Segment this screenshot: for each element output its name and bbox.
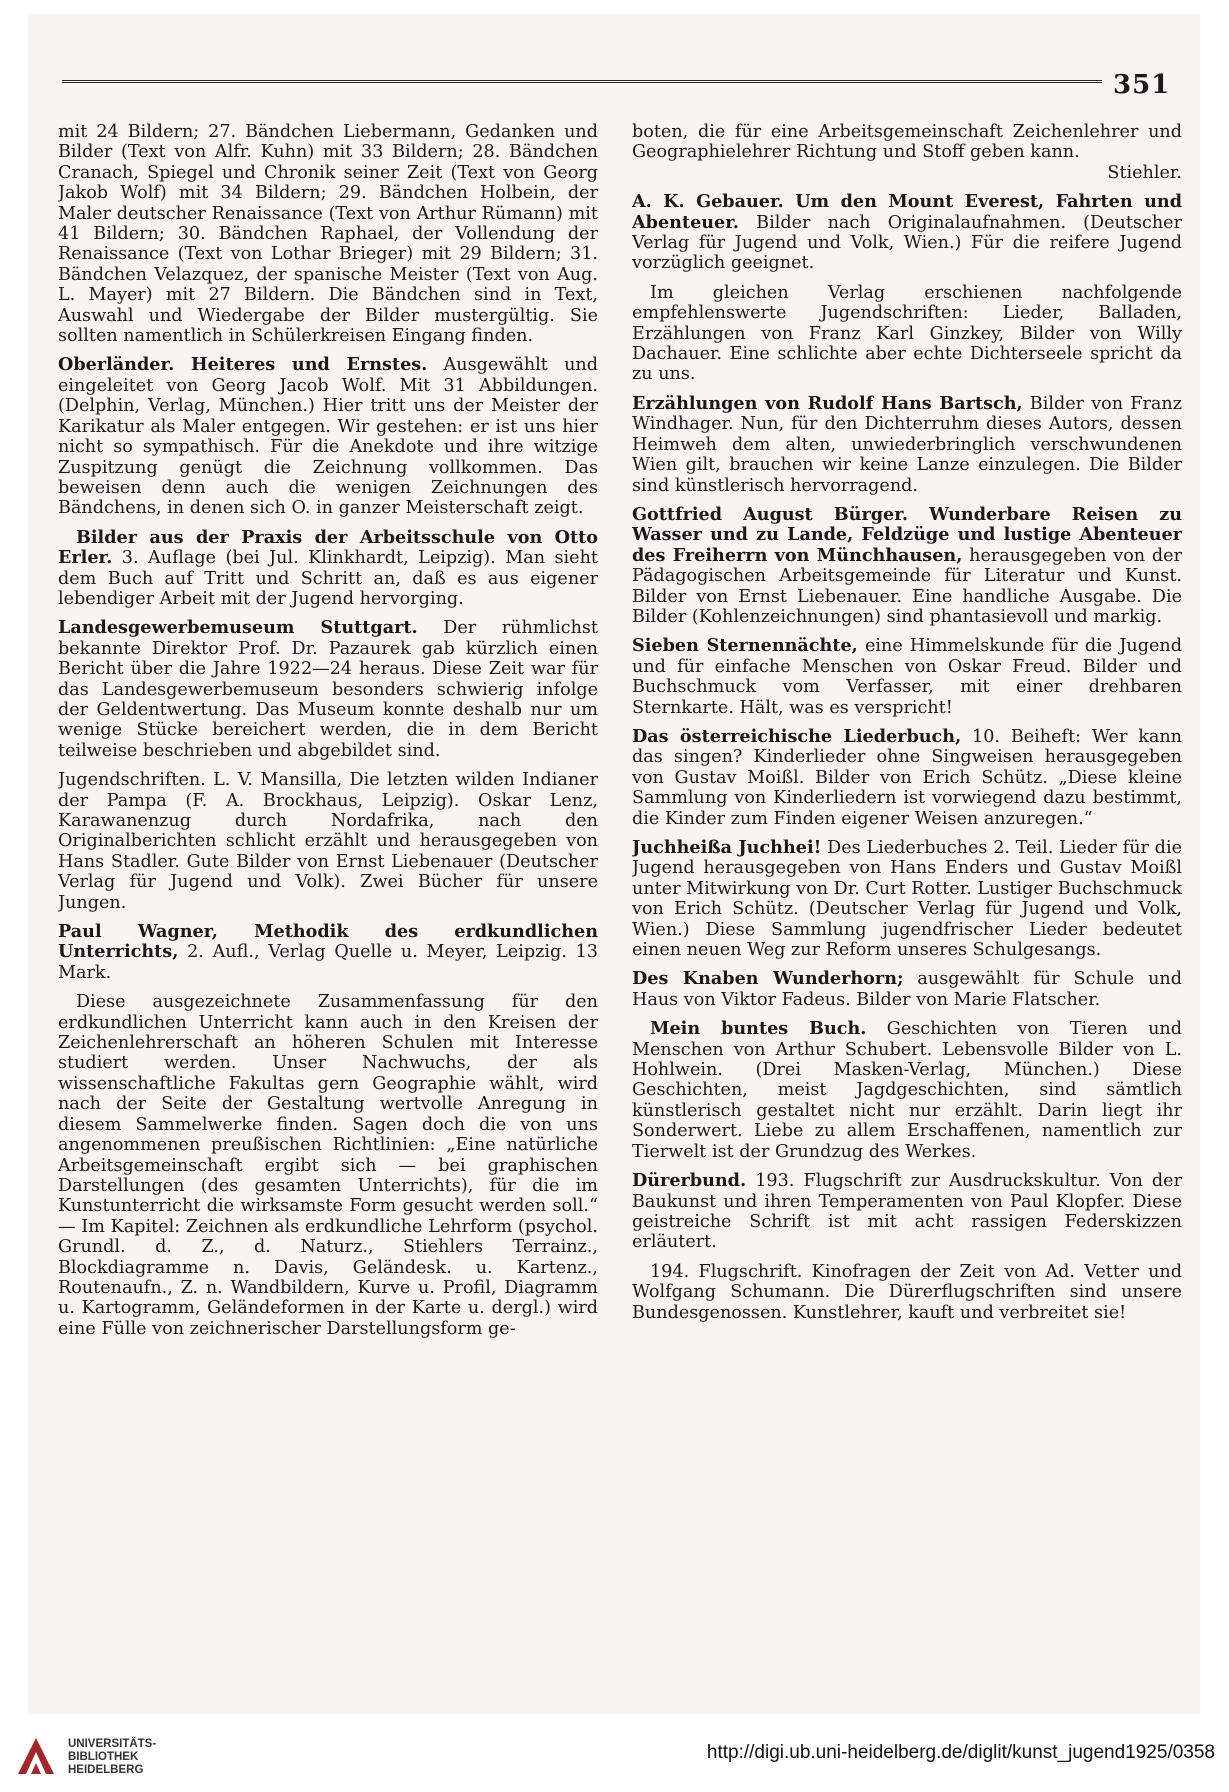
- entry-text: Des Liederbuches 2. Teil. Lieder für die Jugend herausgegeben von Hans Enders und Gustav Moißl unter Mitwirkung von Dr. Curt Rotter. Lustiger Buchschmuck von Erich Schütz. (Deutscher Verlag für Jugend und Volk, Wien.) Diese Sammlung jugendfrischer Lieder bedeutet einen neuen Weg zur Reform unseres Schulgesangs.: [632, 838, 1182, 961]
- entry-text: ausgewählt für Schule und Haus von Viktor Fadeus. Bilder von Marie Flatscher.: [632, 969, 1182, 1010]
- entry-title: Gottfried August Bürger. Wunderbare Reisen zu Wasser und zu Lande, Feldzüge und lustige Abenteuer des Freiherrn von Münchhausen,: [632, 503, 1182, 566]
- review-entry: [632, 394, 1182, 496]
- reviewer-signature: Stiehler.: [1107, 162, 1182, 183]
- library-logo-icon: [14, 1734, 58, 1778]
- review-entry: [632, 969, 1182, 1010]
- text-paragraph: [632, 283, 1182, 385]
- library-logo-text: [68, 1738, 208, 1777]
- text-paragraph: [632, 1262, 1182, 1323]
- entry-text: Ausgewählt und eingeleitet von Georg Jacob Wolf. Mit 31 Abbildungen. (Delphin, Verlag, München.) Hier tritt uns der Meister der Karikatur als Maler entgegen. Wir gestehen: er ist uns hier nicht so sympathisch. Für die Anekdote und ihre witzige Zuspitzung genügt die Zeichnung vollkommen. Das beweisen denn auch die wenigen Zeichnungen des Bändchens, in denen sich O. in ganzer Meisterschaft zeigt.: [58, 355, 598, 519]
- review-entry: [632, 1019, 1182, 1162]
- review-entry: [58, 618, 598, 761]
- entry-title: A. K. Gebauer. Um den Mount Everest, Fahrten und Abenteuer.: [632, 191, 1182, 233]
- entry-title: Mein buntes Buch.: [650, 1018, 867, 1040]
- entry-text: mit 24 Bildern; 27. Bändchen Liebermann, Gedanken und Bilder (Text von Alfr. Kuhn) mit 33 Bildern; 28. Bändchen Cranach, Spiegel und Chronik seiner Zeit (Text von Georg Jakob Wolf) mit 34 Bildern; 29. Bändchen Holbein, der Maler deutscher Renaissance (Text von Arthur Rümann) mit 41 Bildern; 30. Bändchen Raphael, der Vollendung der Renaissance (Text von Lothar Brieger) mit 29 Bildern; 31. Bändchen Velazquez, der spanische Meister (Text von Aug. L. Mayer) mit 27 Bildern. Die Bändchen sind in Text, Auswahl und Wiedergabe der Bilder mustergültig. Sie sollten namentlich in Schülerkreisen Eingang finden.: [58, 122, 598, 347]
- entry-title: Das österreichische Liederbuch,: [632, 725, 962, 747]
- source-url-link[interactable]: http://digi.ub.uni-heidelberg.de/diglit/kunst_jugend1925/0358: [706, 1742, 1215, 1763]
- entry-text: 193. Flugschrift zur Ausdruckskultur. Von der Baukunst und ihren Temperamenten von Paul Klopfer. Diese geistreiche Schrift ist mit acht rassigen Federskizzen erläutert.: [632, 1171, 1182, 1253]
- footer: [0, 1720, 1229, 1792]
- entry-text: Geschichten von Tieren und Menschen von Arthur Schubert. Lebensvolle Bilder von L. Hohlwein. (Drei Masken-Verlag, München.) Diese Geschichten, meist Jagdgeschichten, sind sämtlich künstlerisch gestaltet nicht nur erzählt. Darin liegt ihr Sonderwert. Liebe zu allem Erschaffenen, namentlich zur Tierwelt ist der Grundzug des Werkes.: [632, 1019, 1182, 1162]
- entry-title: Paul Wagner, Methodik des erdkundlichen Unterrichts,: [58, 921, 598, 963]
- text-paragraph: [58, 770, 598, 913]
- entry-text: eine Himmelskunde für die Jugend und für einfache Menschen von Oskar Freud. Bilder und Buchschmuck vom Verfasser, mit einer drehbaren Sternkarte. Hält, was es verspricht!: [632, 636, 1182, 718]
- entry-title: Erzählungen von Rudolf Hans Bartsch,: [632, 392, 1023, 414]
- text-paragraph: [58, 992, 598, 1339]
- logo-line: BIBLIOTHEK: [68, 1751, 139, 1763]
- entry-text: 194. Flugschrift. Kinofragen der Zeit von Ad. Vetter und Wolfgang Schumann. Die Dürerflugschriften sind unsere Bundesgenossen. Kunstlehrer, kauft und verbreitet sie!: [632, 1261, 1182, 1323]
- page-number: 351: [1113, 70, 1171, 100]
- entry-title: Dürerbund.: [632, 1170, 747, 1192]
- entry-text: herausgegeben von der Pädagogischen Arbeitsgemeinde für Literatur und Kunst. Bilder von Ernst Liebenauer. Eine handliche Ausgabe. Die Bilder (Kohlenzeichnungen) sind phantasievoll und markig.: [632, 545, 1182, 627]
- entry-text: Bilder nach Originalaufnahmen. (Deutscher Verlag für Jugend und Volk, Wien.) Für die reifere Jugend vorzüglich geeignet.: [632, 212, 1182, 274]
- entry-text: Diese ausgezeichnete Zusammenfassung für den erdkundlichen Unterricht kann auch in den Kreisen der Zeichenlehrerschaft an höheren Schulen mit Interesse studiert werden. Unser Nachwuchs, der als wissenschaftliche Fakultas gern Geographie wählt, wird nach der Seite der Gestaltung wertvolle Anregung in diesem Sammelwerke finden. Sagen doch die von uns angenommenen preußischen Richtlinien: „Eine natürliche Arbeitsgemeinschaft ergibt sich — bei graphischen Darstellungen (des gesamten Unterrichts), für die im Kunstunterricht die wirksamste Form gesucht werden soll.“ — Im Kapitel: Zeichnen als erdkundliche Lehrform (psychol. Grundl. d. Z., d. Naturz., Stiehlers Terrainz., Blockdiagramme n. Davis, Geländesk. u. Kartenz., Routenaufn., Z. n. Wandbildern, Kurve u. Profil, Diagramm u. Kartogramm, Geländeformen in der Karte u. dergl.) wird eine Fülle von zeichnerischer Darstellungsform ge-: [58, 992, 598, 1339]
- logo-line: HEIDELBERG: [68, 1764, 144, 1776]
- text-paragraph: [58, 122, 598, 346]
- left-column: [58, 122, 598, 1622]
- entry-title: Des Knaben Wunderhorn;: [632, 968, 904, 990]
- entry-text: 3. Auflage (bei Jul. Klinkhardt, Leipzig). Man sieht dem Buch auf Tritt und Schritt an, daß es aus eigener lebendiger Arbeit mit der Jugend hervorging.: [58, 548, 598, 609]
- review-entry: [58, 528, 598, 610]
- review-entry: [58, 355, 598, 518]
- entry-text: boten, die für eine Arbeitsgemeinschaft Zeichenlehrer und Geographielehrer Richtung und Stoff geben kann.: [632, 122, 1182, 163]
- right-column: [632, 122, 1182, 1622]
- review-entry: [632, 1171, 1182, 1253]
- entry-title: Oberländer. Heiteres und Ernstes.: [58, 354, 428, 376]
- scanned-page: [28, 14, 1200, 1714]
- entry-text: Bilder von Franz Windhager. Nun, für den Dichterruhm dieses Autors, dessen Heimweh dem alten, unwiederbringlich verschwundenen Wien gilt, brauchen wir keine Lanze einzulegen. Die Bilder sind künstlerisch hervorragend.: [632, 393, 1182, 496]
- entry-title: Sieben Sternennächte,: [632, 635, 858, 657]
- entry-title: Juchheißa Juchhei!: [632, 837, 822, 858]
- entry-text: Der rühmlichst bekannte Direktor Prof. Dr. Pazaurek gab kürzlich einen Bericht über die Jahre 1922—24 heraus. Diese Zeit war für das Landesgewerbemuseum besonders schwierig infolge der Geldentwertung. Das Museum konnte deshalb nur um wenige Stücke bereichert werden, die in dem Bericht teilweise beschrieben und abgebildet sind.: [58, 618, 598, 761]
- entry-title: Landesgewerbemuseum Stuttgart.: [58, 617, 418, 639]
- entry-text: Jugendschriften. L. V. Mansilla, Die letzten wilden Indianer der Pampa (F. A. Brockhaus, Leipzig). Oskar Lenz, Karawanenzug durch Nordafrika, nach den Originalberichten schlicht erzählt und herausgegeben von Hans Stadler. Gute Bilder von Ernst Liebenauer (Deutscher Verlag für Jugend und Volk). Zwei Bücher für unsere Jungen.: [58, 770, 598, 913]
- logo-line: UNIVERSITÄTS-: [68, 1738, 157, 1750]
- header-rule: [62, 80, 1102, 83]
- text-paragraph: [632, 122, 1182, 163]
- entry-text: 10. Beiheft: Wer kann das singen? Kinderlieder ohne Singweisen herausgegeben von Gustav Moißl. Bilder von Erich Schütz. „Diese kleine Sammlung von Kinderliedern ist vorwiegend dazu bestimmt, die Kinder zum Finden eigener Weisen anzuregen.“: [632, 726, 1182, 829]
- review-entry: [632, 505, 1182, 627]
- review-entry: [632, 838, 1182, 960]
- review-entry: [632, 636, 1182, 718]
- entry-text: 2. Aufl., Verlag Quelle u. Meyer, Leipzig. 13 Mark.: [58, 942, 598, 983]
- review-entry: [58, 922, 598, 983]
- review-entry: [632, 727, 1182, 829]
- entry-title: Bilder aus der Praxis der Arbeitsschule von Otto Erler.: [58, 526, 598, 569]
- entry-text: Im gleichen Verlag erschienen nachfolgende empfehlenswerte Jugendschriften: Lieder, Balladen, Erzählungen von Franz Karl Ginzkey, Bilder von Willy Dachauer. Eine schlichte aber echte Dichterseele spricht da zu uns.: [632, 282, 1182, 385]
- review-entry: [632, 192, 1182, 274]
